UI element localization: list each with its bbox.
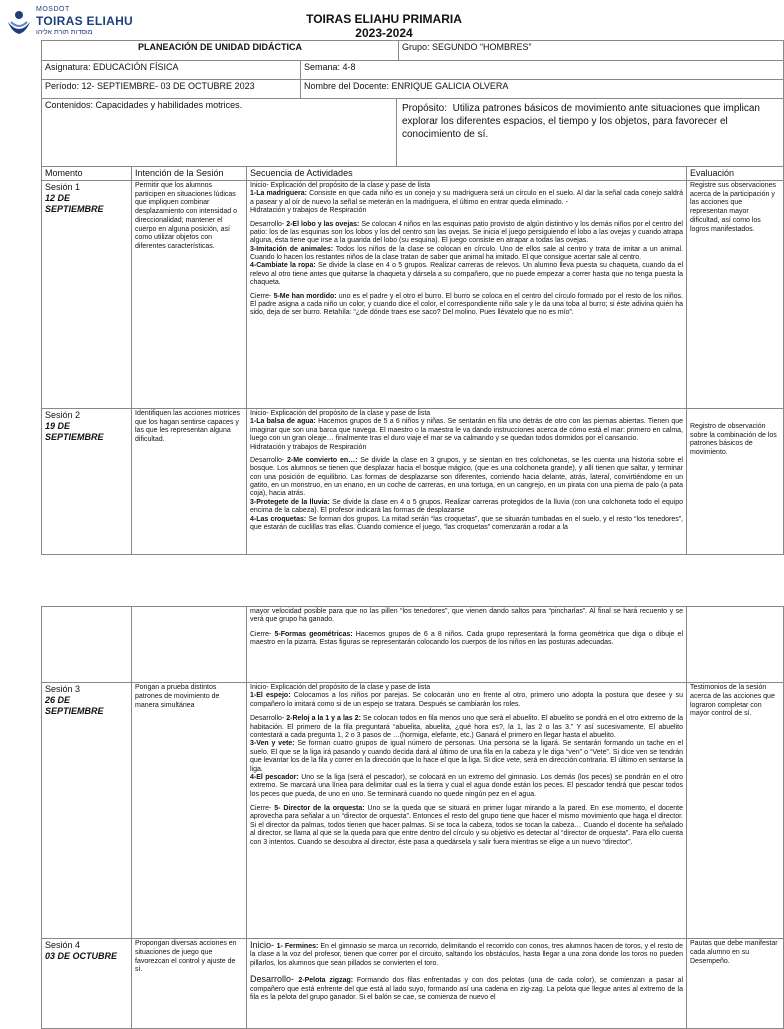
activity-title: 5-Formas geométricas: (274, 630, 353, 638)
activity-title: 5-Me han mordido: (273, 292, 337, 300)
activity-text: uno es el padre y el otro el burro. El burro se coloca en el centro del círculo formado por el resto de los niños. El padre asigna a cada niño un color, y cuando dice el color, el correspondiente niño sale y le da una toba al burro; si éste adivina quién ha sido, deja de ser burro. Retahíla: “¿de dónde traes ese saco? Del molino. Pues llévatelo que no es mío”. (250, 292, 683, 317)
activity-title: 4-Cambiate la ropa: (250, 262, 316, 270)
session-evaluacion: Pautas que debe manifestar cada alumno en su Desempeño. (687, 939, 784, 1029)
logo-hebrew-text: מוסדות תורת אליהו (36, 29, 93, 36)
sessions-table-page2 (41, 606, 784, 1029)
session-label (42, 939, 132, 1029)
activity-title: 4-El pescador: (250, 773, 299, 781)
session-evaluacion: Registro de observación sobre la combinación de los patrones básicos de movimiento. (687, 408, 784, 554)
activity-text: Se forman cuatro grupos de igual número de personas. Una persona se la ligará. Se sentarán formando un tache en el suelo. El que se la liga irá pasando y cuando decida dará al último de una fila en la cabeza y le diga “ven” o “Vete”. Si dice ven se tendrán que levantar los de la fila y correr en la dirección que lo hace el que la liga. Si dice vete, será en dirección contraria. El último en sentarse la liga. (250, 740, 683, 773)
col-evaluacion: Evaluación (687, 167, 784, 181)
activity-text: Uno se la queda que se situará en primer lugar mirando a la pared. En ese momento, el docente aprovecha para señalar a un “director de orquesta”. Entonces el resto del grupo tiene que hacer el mismo movimiento que haga el director. Si el director da palmas, todos tienen que hacer palmas. Si se toca la cabeza, todos se tocan la cabeza… Cuando el docente ha señalado al director, se llama al que se la queda para que entre dentro del círculo y su objetivo es detectar al “director de orquesta”. Para ello cuenta con 3 intentos. Cuando se descubra al director, éste pasa a quedársela y salir fuera mientras se elige a un nuevo “director”. (250, 805, 683, 846)
activity-phase: Cierre- (250, 805, 275, 813)
col-intencion: Intención de la Sesión (132, 167, 247, 181)
session-secuencia-continued (247, 607, 687, 683)
session-date: 26 DE SEPTIEMBRE (45, 694, 104, 716)
activity-phase: Desarrollo- (250, 715, 287, 723)
session-secuencia (247, 408, 687, 554)
plan-info-table (41, 40, 784, 99)
session-date: 19 DE SEPTIEMBRE (45, 420, 104, 442)
activity-phase: Cierre- (250, 630, 275, 638)
session-row (42, 683, 784, 939)
activity-phase: Desarrollo- (250, 456, 287, 464)
activity-text: Se divide la clase en 4 o 5 grupos. Realizar carreras de relevos. Un alumno lleva puesta su chaqueta, cuando da el relevo al otro tiene antes que quitarse la chaqueta y dársela a su compañero, que no puede empezar a correr hasta que no tenga puesta la chaqueta. (250, 262, 683, 287)
col-secuencia: Secuencia de Actividades (247, 167, 687, 181)
activity-text: Hacemos grupos de 5 a 6 niños y niñas. Se sentarán en fila uno detrás de otro con las piernas abiertas. Tienen que imaginar que son una barca que navega. El maestro o la maestra le va dando instrucciones acerca de cómo está el mar: primero en calma, luego con un gran oleaje… finalmente tras el duro viaje el mar se va calmando y se quedan todos dormidos por el cansancio. (250, 418, 683, 443)
contenidos-field: Contenidos: Capacidades y habilidades motrices. (42, 99, 397, 167)
activity-text: Uno se la liga (será el pescador), se colocará en un extremo del gimnasio. Los demás (los peces) se pondrán en el otro extremo. Se marcará una línea para delimitar cual es la tierra y cual el agua donde están los peces. El pescador tendrá que pescar todos los peces que pueda, de uno en uno. Se terminará cuando no quede ningún pez en el agua. (250, 773, 683, 798)
activity-intro: Inicio- Explicación del propósito de la clase y pase de lista (250, 181, 431, 189)
session-row (42, 180, 784, 408)
activity-title: 5- Director de la orquesta: (274, 805, 365, 813)
session-intencion: Permitir que los alumnos participen en situaciones lúdicas que impliquen combinar desplazamiento con intensidad o direccionalidad; mantener el cuerpo en alguna posición, así como utilizar objetos con diferentes características. (132, 180, 247, 408)
activity-title: 4-Las croquetas: (250, 515, 307, 523)
session-label (42, 408, 132, 554)
activity-title: 3-Imitación de animales: (250, 245, 334, 253)
session-secuencia (247, 180, 687, 408)
session-row-continued (42, 607, 784, 683)
plan-title: PLANEACIÓN DE UNIDAD DIDÁCTICA (42, 41, 399, 61)
activity-phase: Desarrollo- (250, 220, 287, 228)
activity-title: 1-La balsa de agua: (250, 418, 316, 426)
semana-field: Semana: 4-8 (301, 61, 784, 80)
session-label (42, 683, 132, 939)
activity-text: Colocamos a los niños por parejas. Se colocarán uno en frente al otro, primero uno adopta la postura que desee y su compañero lo imitará como si de un espejo se tratara. Después se cambiarán los roles. (250, 692, 684, 708)
activity-text: mayor velocidad posible para que no las pillen “los tenedores”, que vienen dando saltos para “pincharlas”. Al final se hará recuento y se verá que grupo ha ganado. (250, 608, 683, 624)
session-intencion: Propongan diversas acciones en situaciones de juego que favorezcan el control y ajuste de sí. (132, 939, 247, 1029)
proposito-label: Propósito: (402, 103, 448, 114)
activity-text: Se divide la clase en 4 o 5 grupos. Realizar carreras protegidos de la lluvia (con una colchoneta todo el equipo encima de la cabeza). El profesor indicará las formas de desplazarse (250, 498, 683, 515)
activity-title: 2-Reloj a la 1 y a las 2: (286, 715, 361, 723)
activity-text: Se colocan 4 niños en las esquinas patio provisto de algún distintivo y los demás niños por el centro del patio: los de las esquinas son los lobos y los del centro son las ovejas. Se inicia el juego persiguiendo el lobo a las ovejas y cuando atrapa alguna, ésta tiene que irse a la guarida del lobo (su esquina). El juego consiste en atrapar a todas las ovejas. (250, 220, 683, 245)
session-name: Sesión 1 (45, 181, 81, 192)
session-name: Sesión 2 (45, 409, 81, 420)
activity-title: 1- Fermines: (276, 943, 319, 950)
activity-text: Hacemos grupos de 6 a 8 niños. Cada grupo representará la forma geométrica que diga o dibuje el maestro en la pizarra. Estas figuras se representarán colocando los cuerpos de los niños en las posturas adecuadas. (250, 630, 683, 647)
logo-small-text: MOSDOT (36, 6, 70, 13)
activity-hidratacion: Hidratación y trabajos de Respiración (250, 443, 367, 451)
session-secuencia (247, 683, 687, 939)
session-date: 03 DE OCTUBRE (45, 950, 118, 961)
activity-title: 3-Protegete de la lluvia: (250, 498, 330, 506)
sessions-table-page1 (41, 166, 784, 555)
session-name: Sesión 4 (45, 940, 81, 950)
activity-title: 2-Pelota zigzag: (298, 977, 354, 985)
activity-text: Todos los niños de la clase se colocan en círculo. Uno de ellos sale al centro y trata de imitar a un animal. Cuando lo hacen los restantes niños de la clase tratan de saber que animal ha imitado. El que consigue acertar sale al centro. (250, 245, 684, 262)
activity-intro: Inicio- Explicación del propósito de la clase y pase de lista (250, 409, 431, 417)
activity-text: Consiste en que cada niño es un conejo y su madriguera será un círculo en el suelo. Al dar la señal cada conejo saldrá a pasear y al oír de nuevo la señal se meterán en la madriguera, el último en entrar queda eliminado. - (250, 190, 683, 206)
session-row (42, 408, 784, 554)
session-intencion: Pongan a prueba distintos patrones de movimiento de manera simultánea (132, 683, 247, 939)
session-row (42, 939, 784, 1029)
proposito-text: Utiliza patrones básicos de movimiento ante situaciones que implican explorar los diferentes espacios, el tiempo y los objetos, para favorecer el conocimiento de sí. (402, 103, 760, 140)
contenidos-table (41, 98, 784, 167)
activity-hidratacion: Hidratación y trabajos de Respiración (250, 207, 367, 215)
school-title: TOIRAS ELIAHU PRIMARIA (306, 12, 462, 26)
activity-title: 2-Me convierto en…: (286, 456, 358, 464)
activity-title: 1-El espejo: (250, 692, 291, 700)
session-name: Sesión 3 (45, 684, 81, 694)
logo-name: TOIRAS ELIAHU (36, 14, 134, 28)
docente-field: Nombre del Docente: ENRIQUE GALICIA OLVERA (301, 80, 784, 99)
grupo-field: Grupo: SEGUNDO “HOMBRES” (399, 41, 784, 61)
session-label (42, 180, 132, 408)
session-intencion: Identifiquen las acciones motrices que los hagan sentirse capaces y las que les representan alguna dificultad. (132, 408, 247, 554)
activity-title: 3-Ven y vete: (250, 740, 295, 748)
activity-intro: Inicio- Explicación del propósito de la clase y pase de lista (250, 684, 431, 691)
activity-text: Formando dos filas enfrentadas y con dos pelotas (una de cada color), se comienzan a pasar al compañero que está enfrente del que está al lado suyo, formando así una cadena en zig-zag. La pelota que llegue antes al extremo de la fila es la pelota del grupo ganador. Si el balón se cae, se comienza de nuevo el (250, 977, 683, 1001)
session-evaluacion: Registre sus observaciones acerca de la participación y las acciones que representan mayor dificultad, así como los logros manifestados. (687, 180, 784, 408)
periodo-field: Período: 12- SEPTIEMBRE- 03 DE OCTUBRE 2023 (42, 80, 301, 99)
activity-phase: Inicio- (250, 940, 277, 950)
activity-title: 1-La madriguera: (250, 190, 308, 198)
activity-title: 2-El lobo y las ovejas: (286, 220, 360, 228)
session-secuencia (247, 939, 687, 1029)
activity-text: En el gimnasio se marca un recorrido, delimitando el recorrido con conos, tres alumnos hacen de toros, y el resto de la clase a la voz del profesor, tienen que correr por el circuito, saltando los obstáculos, hasta llegar a una zona donde los toros no pueden pillarlos, los alumnos que sean pillados se convierten el toro. (250, 943, 683, 967)
school-year: 2023-2024 (355, 26, 413, 40)
proposito-field (397, 99, 784, 167)
activity-text: Se colocan todos en fila menos uno que será el abuelito. El abuelito se pondrá en el otro extremo de la habitación. El primero de la fila preguntará “abuelita, abuelita, ¿qué hora es?, la 1, las 2 o las 3.” Y así sucesivamente. El abuelito contestará a cada pregunta 1, 2 o 3 pasos de …(hormiga, elefante, etc.) Ganará el primero en llegar hasta el abuelito. (250, 715, 683, 739)
asignatura-field: Asignatura: EDUCACIÓN FÍSICA (42, 61, 301, 80)
activity-phase: Cierre- (250, 292, 274, 300)
session-date: 12 DE SEPTIEMBRE (45, 192, 104, 214)
activity-text: Se forman dos grupos. La mitad serán “las croquetas”, que se situarán tumbadas en el suelo, y el resto “los tenedores”, que estarán de cuclillas tras ellas. Cuando comience el juego, “las croquetas” comenzarán a rodar a la (250, 515, 683, 532)
col-momento: Momento (42, 167, 132, 181)
session-evaluacion: Testimonios de la sesión acerca de las acciones que lograron completar con mayor control de sí. (687, 683, 784, 939)
activity-phase: Desarrollo- (250, 974, 299, 985)
activity-text: Se divide la clase en 3 grupos, y se sientan en tres colchonetas, se les cuenta una historia sobre el bosque. Los alumnos se tienen que desplazar hacia el bosque mágico, (que es una colchoneta grande), y allí tienen que saltar, y terminar con una posición de equilibrio. Las formas de desplazarse son diferentes, corriendo hacia delante, atrás, lateral, convirtiéndome en un gatito, en un monstruo, en un enano, en un coche de carreras, en una tortuga, en un cangrejo, en un pirata con una pierna de palo (a pata coja), hacia atrás. (250, 456, 683, 498)
